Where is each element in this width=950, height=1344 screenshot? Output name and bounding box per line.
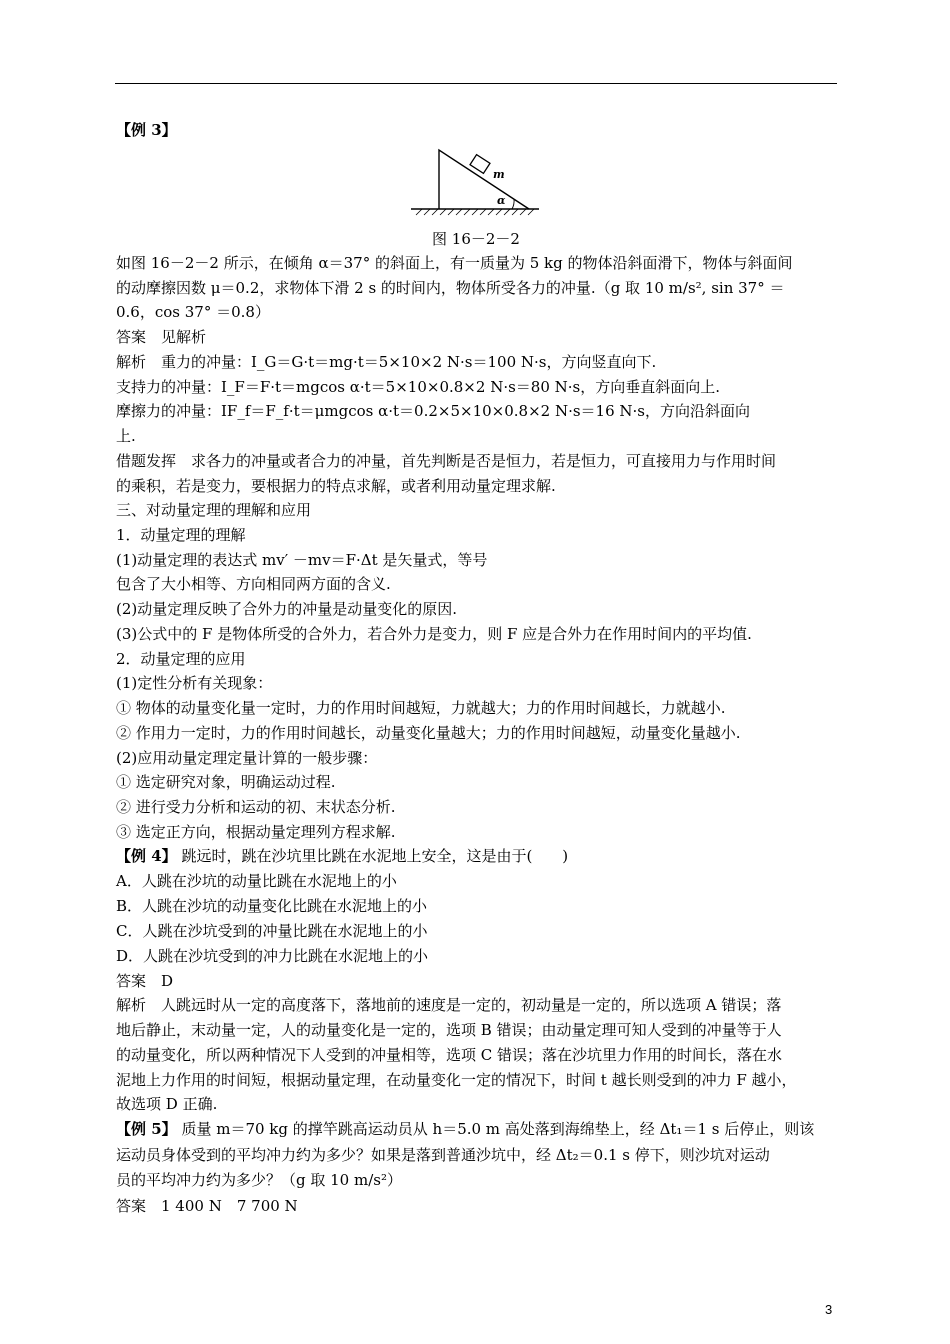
section3-line: ② 进行受力分析和运动的初、末状态分析. [116,798,396,816]
example4-question: 跳远时，跳在沙坑里比跳在水泥地上安全，这是由于( ) [181,847,569,865]
example4-analysis-line: 的动量变化，所以两种情况下人受到的冲量相等，选项 C 错误；落在沙坑里力作用的时间长，落在水 [116,1046,783,1064]
example3-analysis-line: 支持力的冲量：I_F＝F·t＝mgcos α·t＝5×10×0.8×2 N·s＝80 N·s，方向垂直斜面向上. [116,378,720,396]
example3-analysis-line: 解析 重力的冲量：I_G＝G·t＝mg·t＝5×10×2 N·s＝100 N·s，方向竖直向下. [116,353,657,371]
example5-question-row [116,1119,814,1139]
example3-problem-line: 如图 16－2－2 所示，在倾角 α＝37° 的斜面上，有一质量为 5 kg 的物体沿斜面滑下，物体与斜面间 [116,254,793,272]
example3-answer: 答案 见解析 [116,328,207,346]
example4-label: 【例 4】 [116,847,177,865]
section3-line: (3)公式中的 F 是物体所受的合外力，若合外力是变力，则 F 应是合外力在作用时间内的平均值. [116,625,752,643]
mass-label: m [493,168,505,181]
example3-problem-line: 0.6，cos 37° ＝0.8） [116,303,270,321]
example3-tip-line: 的乘积，若是变力，要根据力的特点求解，或者利用动量定理求解. [116,477,556,495]
example5-label: 【例 5】 [116,1120,177,1138]
example5-line: 质量 m＝70 kg 的撑竿跳高运动员从 h＝5.0 m 高处落到海绵垫上，经 Δt₁＝1 s 后停止，则该 [181,1120,815,1138]
section3-line: ① 选定研究对象，明确运动过程. [116,773,336,791]
section3-line: ③ 选定正方向，根据动量定理列方程求解. [116,823,396,841]
example4-option-b: B．人跳在沙坑的动量变化比跳在水泥地上的小 [116,897,428,915]
example4-analysis-line: 地后静止，末动量一定，人的动量变化是一定的，选项 B 错误；由动量定理可知人受到的冲量等于人 [116,1021,782,1039]
incline-figure [408,146,542,216]
section3-line: (2)动量定理反映了合外力的冲量是动量变化的原因. [116,600,458,618]
section3-heading: 三、对动量定理的理解和应用 [116,501,312,519]
example3-problem-line: 的动摩擦因数 μ＝0.2，求物体下滑 2 s 的时间内，物体所受各力的冲量.（g 取 10 m/s², sin 37° ＝ [116,279,785,297]
section3-line: (1)动量定理的表达式 mv′ －mv＝F·Δt 是矢量式，等号 [116,551,488,569]
angle-label: α [497,194,506,207]
example4-option-d: D．人跳在沙坑受到的冲力比跳在水泥地上的小 [116,947,429,965]
example5-answer: 答案 1 400 N 7 700 N [116,1197,298,1215]
example3-tip-line: 借题发挥 求各力的冲量或者合力的冲量，首先判断是否是恒力，若是恒力，可直接用力与作用时间 [116,452,777,470]
section3-line: 2．动量定理的应用 [116,650,246,668]
example4-option-c: C．人跳在沙坑受到的冲量比跳在水泥地上的小 [116,922,428,940]
section3-line: ② 作用力一定时，力的作用时间越长，动量变化量越大；力的作用时间越短，动量变化量越小. [116,724,741,742]
example4-question-row [116,846,568,866]
example4-analysis-line: 故选项 D 正确. [116,1095,218,1113]
section3-line: (2)应用动量定理定量计算的一般步骤： [116,749,378,767]
section3-line: ① 物体的动量变化量一定时，力的作用时间越短，力就越大；力的作用时间越长，力就越小. [116,699,726,717]
figure-caption: 图 16－2－2 [432,230,520,248]
section3-line: 1．动量定理的理解 [116,526,246,544]
example3-analysis-line: 摩擦力的冲量：IF_f＝F_f·t＝μmgcos α·t＝0.2×5×10×0.8×2 N·s＝16 N·s，方向沿斜面向 [116,402,751,420]
example4-analysis-line: 解析 人跳远时从一定的高度落下，落地前的速度是一定的，初动量是一定的，所以选项 A 错误；落 [116,996,782,1014]
example4-answer: 答案 D [116,972,174,990]
section3-line: (1)定性分析有关现象： [116,674,273,692]
section3-line: 包含了大小相等、方向相同两方面的含义. [116,575,391,593]
example4-option-a: A．人跳在沙坑的动量比跳在水泥地上的小 [116,872,397,890]
example3-label: 【例 3】 [116,121,177,139]
header-rule [115,83,837,84]
example5-line: 运动员身体受到的平均冲力约为多少？如果是落到普通沙坑中，经 Δt₂＝0.1 s 停下，则沙坑对运动 [116,1146,770,1164]
example3-analysis-line: 上. [116,427,136,445]
example5-line: 员的平均冲力约为多少？（g 取 10 m/s²） [116,1171,402,1189]
page-number: 3 [825,1302,833,1317]
example4-analysis-line: 泥地上力作用的时间短，根据动量定理，在动量变化一定的情况下，时间 t 越长则受到的冲力 F 越小， [116,1071,797,1089]
